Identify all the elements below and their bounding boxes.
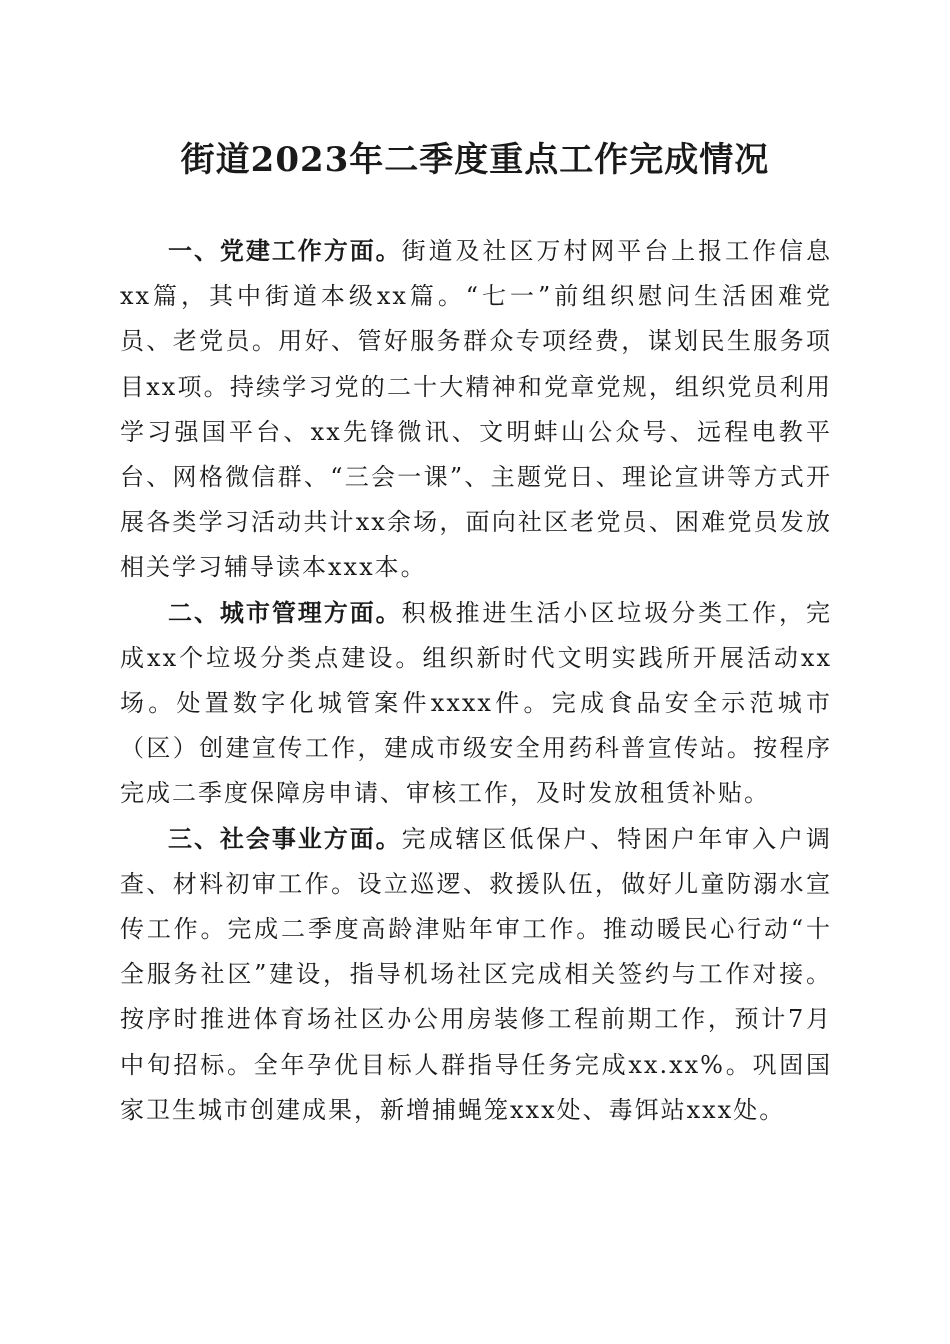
section-heading: 一、党建工作方面。 (168, 237, 402, 265)
document-title: 街道2023年二季度重点工作完成情况 (180, 140, 770, 180)
section-text: 完成辖区低保户、特困户年审入户调查、材料初审工作。设立巡逻、救援队伍，做好儿童防溺水宣传工作。完成二季度高龄津贴年审工作。推动暖民心行动“十全服务社区”建设，指导机场社区完成相关签约与工作对接。按序时推进体育场社区办公用房装修工程前期工作，预计7月中旬招标。全年孕优目标人群指导任务完成xx.xx%。巩固国家卫生城市创建成果，新增捕蝇笼xxx处、毒饵站xxx处。 (120, 824, 832, 1124)
section-text: 积极推进生活小区垃圾分类工作，完成xx个垃圾分类点建设。组织新时代文明实践所开展活动xx场。处置数字化城管案件xxxx件。完成食品安全示范城市（区）创建宣传工作，建成市级安全用药科普宣传站。按程序完成二季度保障房申请、审核工作，及时发放租赁补贴。 (120, 598, 832, 808)
section-text: 街道及社区万村网平台上报工作信息xx篇，其中街道本级xx篇。“七一”前组织慰问生活困难党员、老党员。用好、管好服务群众专项经费，谋划民生服务项目xx项。持续学习党的二十大精神和党章党规，组织党员利用学习强国平台、xx先锋微讯、文明蚌山公众号、远程电教平台、网格微信群、“三会一课”、主题党日、理论宣讲等方式开展各类学习活动共计xx余场，面向社区老党员、困难党员发放相关学习辅导读本xxx本。 (120, 237, 832, 582)
section-social-affairs (120, 817, 832, 1133)
section-heading: 三、社会事业方面。 (168, 824, 402, 853)
section-city-management (120, 591, 832, 817)
document-body (120, 229, 832, 1133)
section-party-building (120, 229, 832, 591)
section-heading: 二、城市管理方面。 (168, 598, 402, 627)
